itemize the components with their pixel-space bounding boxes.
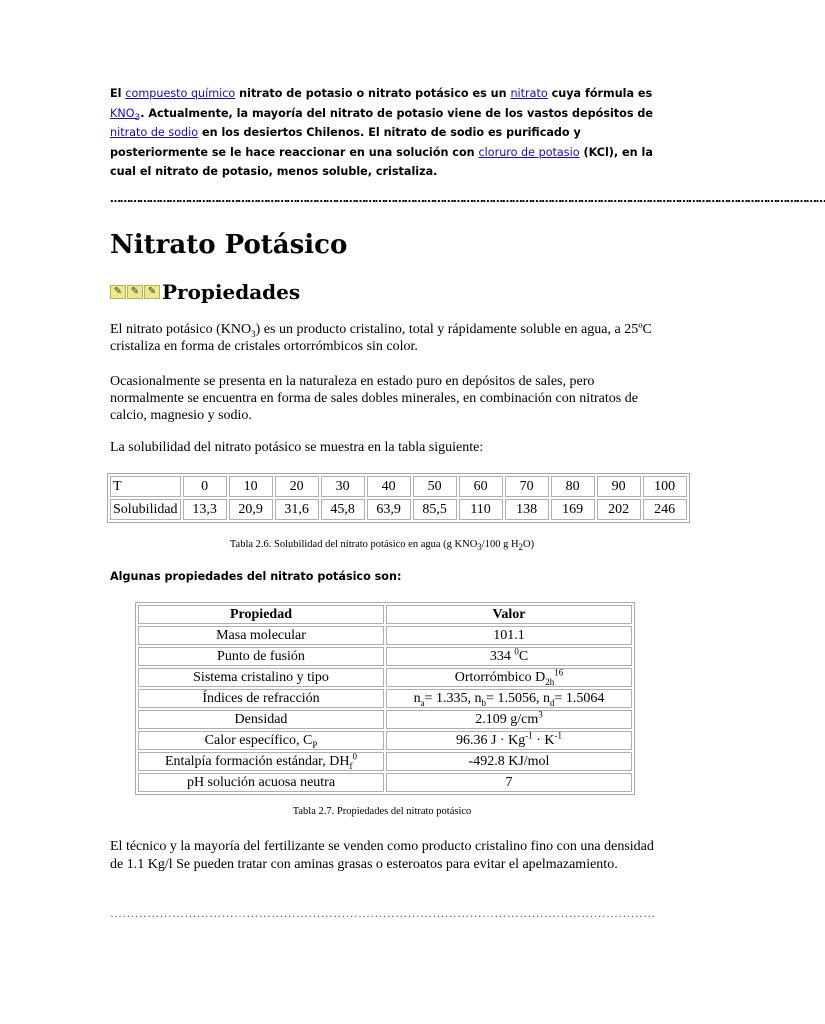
row-header-solubilidad: Solubilidad: [110, 499, 181, 520]
temperature-cell: 90: [597, 476, 641, 497]
solubility-cell: 20,9: [229, 499, 273, 520]
table-row: [138, 773, 632, 792]
solubility-cell: 202: [597, 499, 641, 520]
edit-icon[interactable]: ✎: [127, 285, 143, 299]
section-title: Propiedades: [162, 280, 301, 304]
table-row: [110, 499, 687, 520]
property-value: Ortorrómbico $D_{2h}^{16}$: [386, 668, 632, 687]
link-kno3[interactable]: $KNO_3$: [110, 106, 141, 123]
property-name: Densidad: [138, 710, 384, 729]
row-header-t: T: [110, 476, 181, 497]
temperature-cell: 80: [551, 476, 595, 497]
table-row: [138, 626, 632, 645]
properties-table: [135, 602, 635, 795]
property-name: Punto de fusión: [138, 647, 384, 666]
table-row: [138, 689, 632, 708]
property-value: 2.109 $g/cm^3$: [386, 710, 632, 729]
solubility-cell: 110: [459, 499, 503, 520]
table-caption: Tabla 2.6. Solubilidad del nitrato potásico en agua (g $KNO_3/100$ g $H_2O$): [229, 539, 535, 553]
property-value: $n_a= 1.335$, $n_b= 1.5056$, $n_d= 1.5064$: [386, 689, 632, 708]
dotted-separator: …………………………………………………………………………………………………………………………………………………………………………………………………: [110, 192, 825, 205]
temperature-cell: 50: [413, 476, 457, 497]
properties-subheading: Algunas propiedades del nitrato potásico son:: [110, 570, 402, 583]
intro-paragraph: [110, 84, 660, 182]
table-row: [138, 647, 632, 666]
page-title: Nitrato Potásico: [110, 230, 348, 260]
table-caption: Tabla 2.7. Propiedades del nitrato potásico: [292, 806, 472, 817]
solubility-cell: 63,9: [367, 499, 411, 520]
solubility-cell: 31,6: [275, 499, 319, 520]
temperature-cell: 10: [229, 476, 273, 497]
solubility-cell: 85,5: [413, 499, 457, 520]
table-header-row: [138, 605, 632, 624]
link-compuesto-quimico[interactable]: compuesto químico: [125, 87, 236, 100]
intro-text: cuya fórmula es: [547, 87, 653, 100]
link-cloruro-de-potasio[interactable]: cloruro de potasio: [478, 145, 580, 159]
property-value: 96.36 $J \cdot Kg^{-1} \cdot K^{-1}$: [386, 731, 632, 750]
dotted-separator: ……………………………………………………………………………………………………………………: [110, 906, 656, 920]
edit-icon[interactable]: ✎: [110, 285, 126, 299]
paragraph-solubility-intro: La solubilidad del nitrato potásico se muestra en la tabla siguiente:: [110, 440, 484, 455]
solubility-cell: 169: [551, 499, 595, 520]
solubility-table: [107, 473, 690, 523]
intro-text: . Actualmente, la mayoría del nitrato de potasio viene de los vastos depósitos de: [140, 106, 653, 120]
property-name: Sistema cristalino y tipo: [138, 668, 384, 687]
table-row: [138, 668, 632, 687]
table-row: [110, 476, 687, 497]
property-value: -492.8 KJ/mol: [386, 752, 632, 771]
paragraph-fertilizer: El técnico y la mayoría del fertilizante se venden como producto cristalino fino con una densidad de 1.1 Kg/l Se pueden tratar con aminas grasas o esteroatos para evitar el apelmazamiento.: [110, 839, 654, 872]
intro-text: nitrato de potasio o nitrato potásico es un: [235, 87, 511, 100]
edit-icons[interactable]: [110, 285, 160, 299]
temperature-cell: 40: [367, 476, 411, 497]
property-name: Entalpía formación estándar, $DH_f^0$: [138, 752, 384, 771]
property-value: 101.1: [386, 626, 632, 645]
property-name: Masa molecular: [138, 626, 384, 645]
property-value: 7: [386, 773, 632, 792]
temperature-cell: 60: [459, 476, 503, 497]
table-row: [138, 731, 632, 750]
link-nitrato-de-sodio[interactable]: nitrato de sodio: [110, 126, 199, 140]
property-name: Calor específico, $C_P$: [138, 731, 384, 750]
intro-text: (KCl), en la cual el nitrato de potasio, menos soluble, cristaliza.: [110, 145, 653, 179]
temperature-cell: 20: [275, 476, 319, 497]
temperature-cell: 70: [505, 476, 549, 497]
column-header-propiedad: Propiedad: [138, 605, 384, 624]
temperature-cell: 0: [183, 476, 227, 497]
paragraph-kno3: El nitrato potásico $(KNO_3)$ es un producto cristalino, total y rápidamente soluble en agua, a 25ºC cristaliza en forma de cristales ortorrómbicos sin color.: [110, 322, 652, 354]
table-row: [138, 752, 632, 771]
solubility-cell: 45,8: [321, 499, 365, 520]
section-heading: [110, 278, 300, 306]
paragraph-natural: Ocasionalmente se presenta en la naturaleza en estado puro en depósitos de sales, pero normalmente se encuentra en forma de sales dobles minerales, en combinación con nitratos de calcio, magnesio y sodio.: [110, 374, 638, 423]
column-header-valor: Valor: [386, 605, 632, 624]
temperature-cell: 100: [643, 476, 687, 497]
solubility-cell: 13,3: [183, 499, 227, 520]
intro-text: El: [110, 87, 126, 100]
table-row: [138, 710, 632, 729]
intro-text: en los desiertos Chilenos. El nitrato de sodio es purificado y posteriormente se le hace reaccionar en una solución con: [110, 126, 581, 159]
solubility-cell: 246: [643, 499, 687, 520]
temperature-cell: 30: [321, 476, 365, 497]
property-name: Índices de refracción: [138, 689, 384, 708]
edit-icon[interactable]: ✎: [144, 285, 160, 299]
link-nitrato[interactable]: nitrato: [510, 87, 548, 100]
property-name: pH solución acuosa neutra: [138, 773, 384, 792]
property-value: 334 $^0$C: [386, 647, 632, 666]
solubility-cell: 138: [505, 499, 549, 520]
